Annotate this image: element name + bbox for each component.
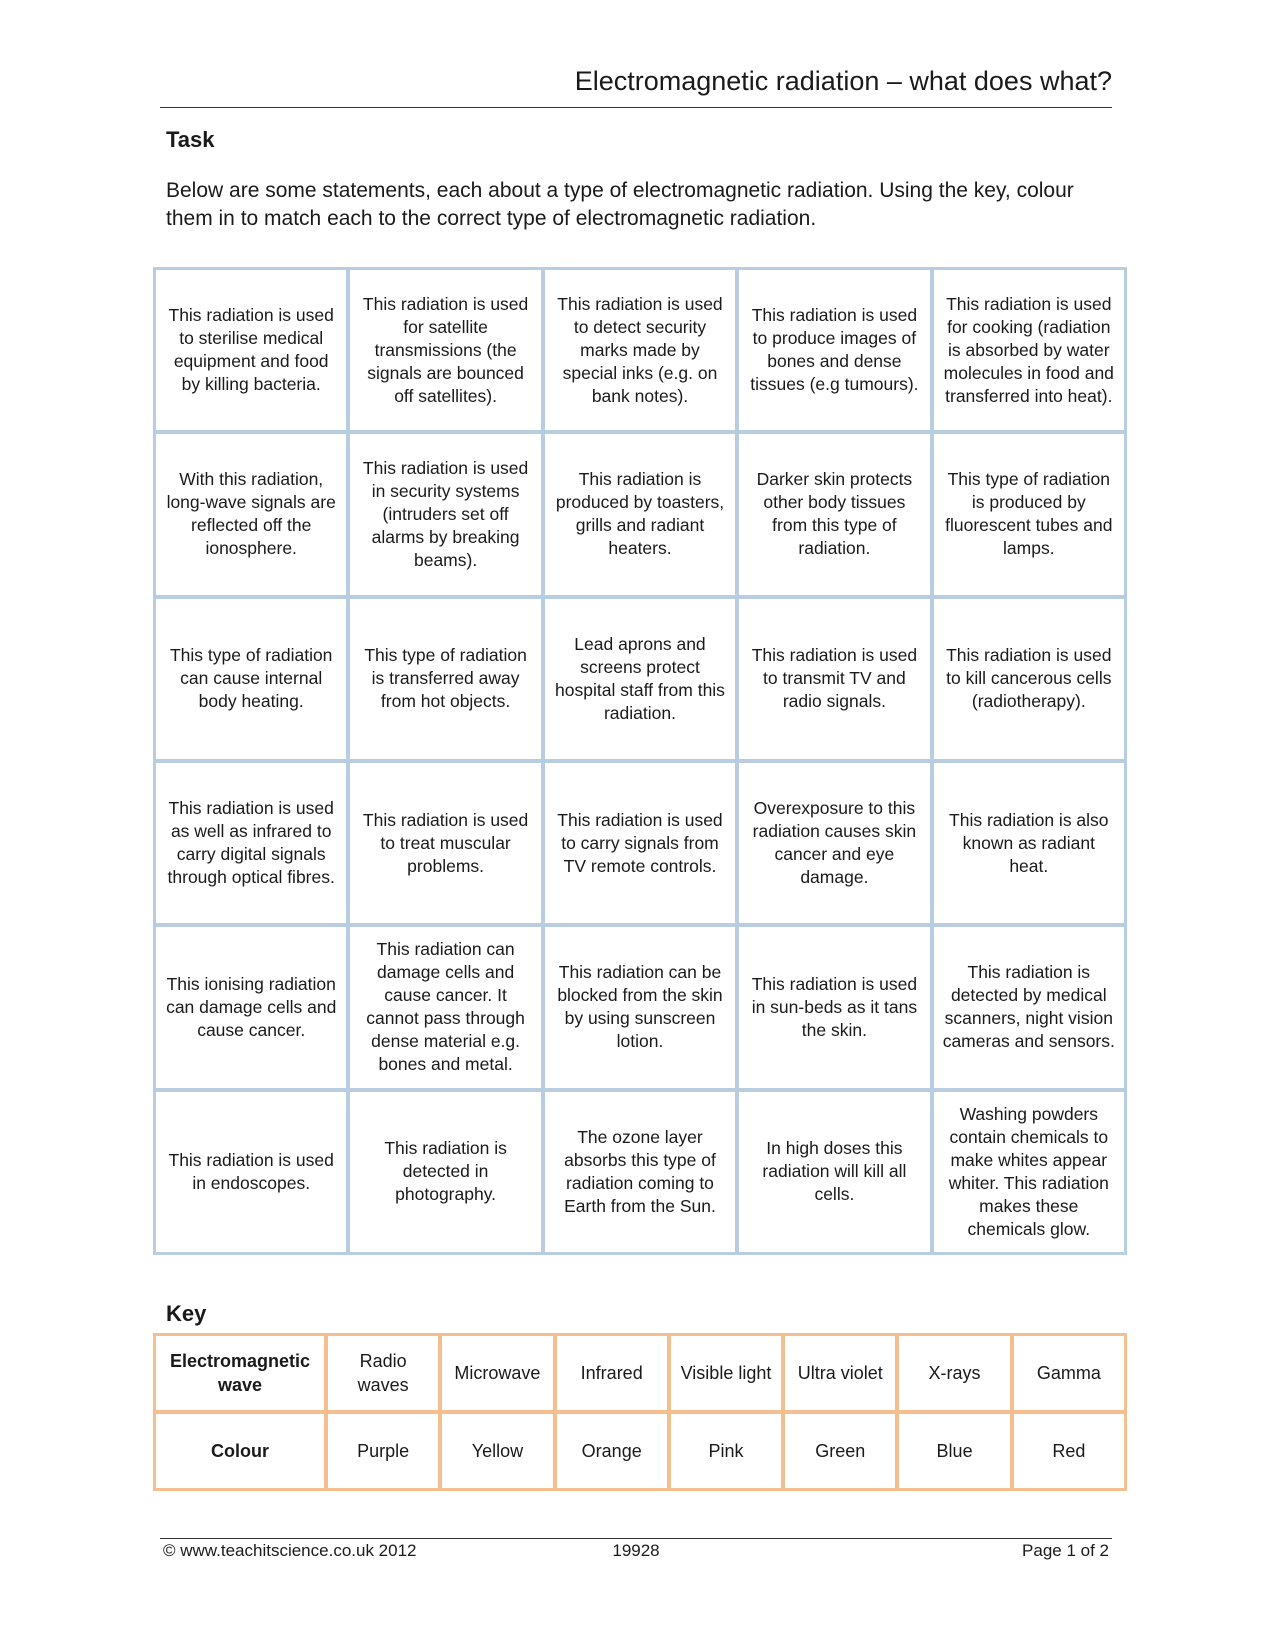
- key-row-label-colour: Colour: [156, 1414, 324, 1488]
- key-colour-cell: Green: [785, 1414, 895, 1488]
- statement-card[interactable]: This radiation is used in endoscopes.: [156, 1092, 346, 1252]
- statement-card[interactable]: This type of radiation is transferred away from hot objects.: [350, 599, 540, 759]
- footer-copyright: © www.teachitscience.co.uk 2012: [163, 1541, 417, 1560]
- key-wave-cell: Radio waves: [328, 1336, 438, 1410]
- statement-card[interactable]: This radiation is used to produce images of bones and dense tissues (e.g tumours).: [739, 270, 929, 430]
- statement-card[interactable]: Overexposure to this radiation causes skin cancer and eye damage.: [739, 763, 929, 923]
- statement-card[interactable]: This ionising radiation can damage cells and cause cancer.: [156, 927, 346, 1087]
- statement-card[interactable]: This radiation is used in sun-beds as it tans the skin.: [739, 927, 929, 1087]
- statement-card[interactable]: This radiation is used to detect security marks made by special inks (e.g. on bank notes).: [545, 270, 735, 430]
- statement-card[interactable]: Darker skin protects other body tissues from this type of radiation.: [739, 434, 929, 594]
- statement-card[interactable]: Washing powders contain chemicals to make whites appear whiter. This radiation makes these chemicals glow.: [934, 1092, 1124, 1252]
- statement-card[interactable]: This radiation is produced by toasters, grills and radiant heaters.: [545, 434, 735, 594]
- footer-divider: [160, 1538, 1112, 1539]
- key-colour-cell: Pink: [671, 1414, 781, 1488]
- statement-card[interactable]: This radiation can be blocked from the skin by using sunscreen lotion.: [545, 927, 735, 1087]
- statement-card[interactable]: This radiation is used to kill cancerous cells (radiotherapy).: [934, 599, 1124, 759]
- statement-card[interactable]: This radiation is detected in photography.: [350, 1092, 540, 1252]
- task-heading: Task: [166, 127, 215, 152]
- footer-page-number: Page 1 of 2: [1022, 1541, 1109, 1560]
- header-divider: [160, 107, 1112, 108]
- statement-card[interactable]: This radiation is detected by medical scanners, night vision cameras and sensors.: [934, 927, 1124, 1087]
- statement-card[interactable]: This type of radiation is produced by fluorescent tubes and lamps.: [934, 434, 1124, 594]
- statement-card[interactable]: This type of radiation can cause internal body heating.: [156, 599, 346, 759]
- statement-card[interactable]: This radiation can damage cells and cause cancer. It cannot pass through dense material e.g. bones and metal.: [350, 927, 540, 1087]
- task-instructions: Below are some statements, each about a type of electromagnetic radiation. Using the key, colour them in to match each to the correct type of electromagnetic radiation.: [166, 179, 1074, 230]
- statement-card[interactable]: In high doses this radiation will kill all cells.: [739, 1092, 929, 1252]
- key-wave-cell: Infrared: [557, 1336, 667, 1410]
- statement-card[interactable]: This radiation is also known as radiant heat.: [934, 763, 1124, 923]
- key-wave-cell: X-rays: [899, 1336, 1009, 1410]
- key-colour-cell: Orange: [557, 1414, 667, 1488]
- page-footer: [163, 1541, 1109, 1561]
- statement-card[interactable]: This radiation is used to transmit TV and radio signals.: [739, 599, 929, 759]
- page-title: Electromagnetic radiation – what does what?: [574, 66, 1112, 96]
- statement-card[interactable]: This radiation is used to carry signals from TV remote controls.: [545, 763, 735, 923]
- statement-card[interactable]: This radiation is used to sterilise medical equipment and food by killing bacteria.: [156, 270, 346, 430]
- statement-card[interactable]: This radiation is used for satellite transmissions (the signals are bounced off satellites).: [350, 270, 540, 430]
- statement-card[interactable]: This radiation is used in security systems (intruders set off alarms by breaking beams).: [350, 434, 540, 594]
- key-wave-cell: Gamma: [1014, 1336, 1124, 1410]
- statement-card[interactable]: This radiation is used for cooking (radiation is absorbed by water molecules in food and transferred into heat).: [934, 270, 1124, 430]
- statement-card[interactable]: With this radiation, long-wave signals are reflected off the ionosphere.: [156, 434, 346, 594]
- key-heading: Key: [166, 1301, 207, 1326]
- key-row-label-wave: Electromagnetic wave: [156, 1336, 324, 1410]
- statement-card[interactable]: This radiation is used to treat muscular problems.: [350, 763, 540, 923]
- key-colour-cell: Yellow: [442, 1414, 552, 1488]
- statement-card[interactable]: Lead aprons and screens protect hospital staff from this radiation.: [545, 599, 735, 759]
- statement-card[interactable]: This radiation is used as well as infrared to carry digital signals through optical fibres.: [156, 763, 346, 923]
- key-colour-cell: Blue: [899, 1414, 1009, 1488]
- key-wave-cell: Visible light: [671, 1336, 781, 1410]
- footer-resource-code: 19928: [612, 1541, 660, 1560]
- statement-card[interactable]: The ozone layer absorbs this type of radiation coming to Earth from the Sun.: [545, 1092, 735, 1252]
- statement-cards-grid: [153, 267, 1127, 1255]
- key-colour-cell: Red: [1014, 1414, 1124, 1488]
- key-colour-cell: Purple: [328, 1414, 438, 1488]
- key-wave-cell: Ultra violet: [785, 1336, 895, 1410]
- key-wave-cell: Microwave: [442, 1336, 552, 1410]
- colour-key-table: [153, 1333, 1127, 1491]
